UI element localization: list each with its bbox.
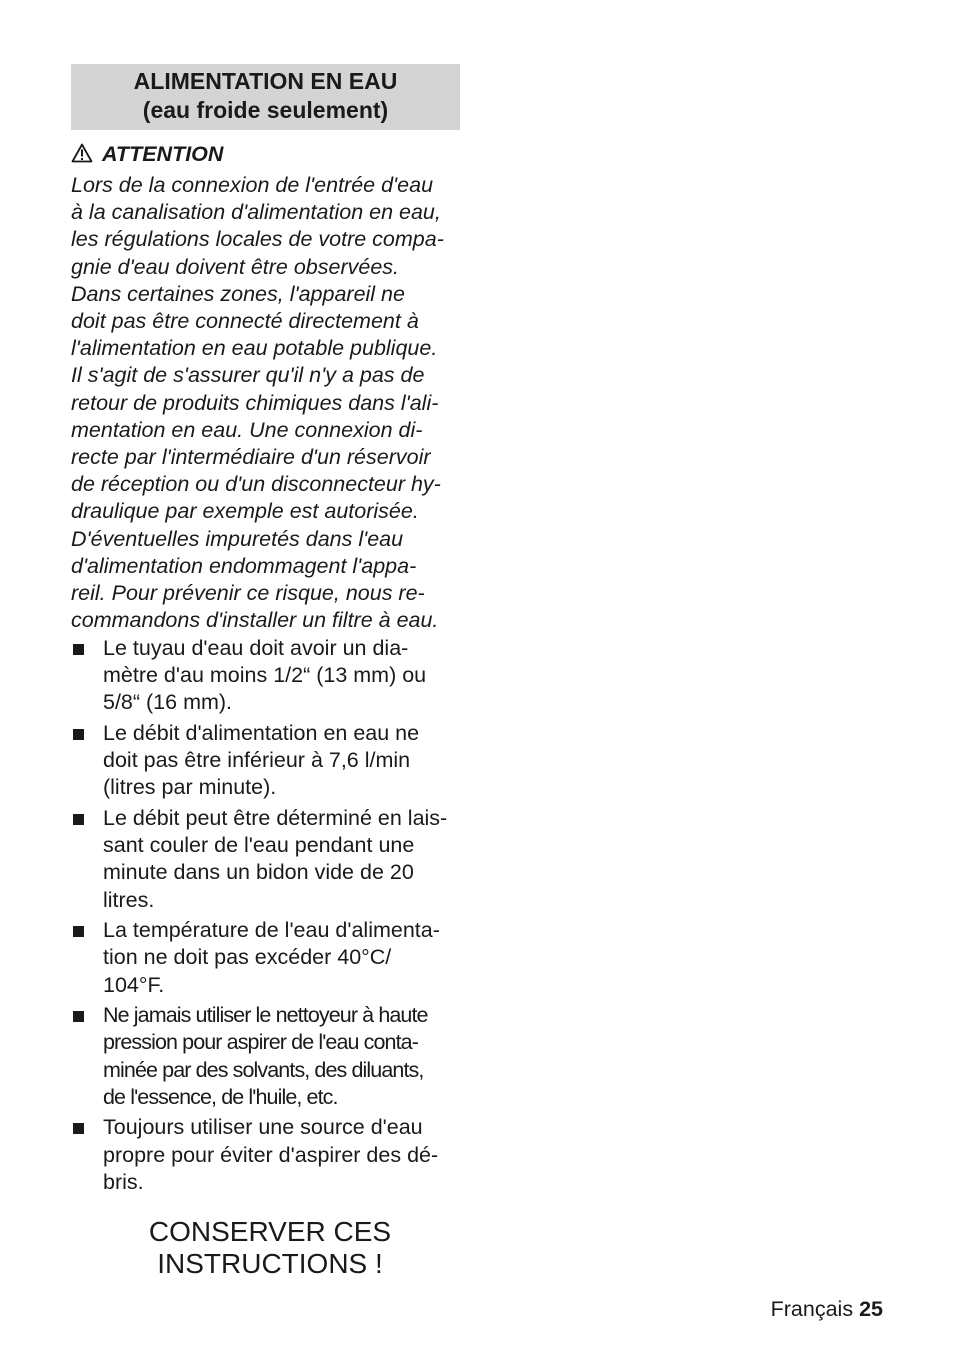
list-item (71, 635, 447, 717)
attention-paragraph (71, 172, 444, 634)
paragraph-line: commandons d'installer un filtre à eau. (71, 608, 439, 633)
list-item-line: propre pour éviter d'aspirer des dé- (103, 1142, 439, 1167)
list-item-line: Le tuyau d'eau doit avoir un dia- (103, 636, 409, 660)
square-bullet-icon (73, 814, 84, 825)
warning-triangle-icon (71, 143, 93, 170)
list-item (71, 720, 447, 802)
list-item-line: 5/8“ (16 mm). (103, 690, 233, 715)
list-item-line: litres. (103, 887, 155, 912)
list-item-line: La température de l'eau d'alimenta- (103, 918, 440, 943)
section-heading (71, 64, 460, 130)
page-footer (771, 1296, 883, 1323)
paragraph-line: draulique par exemple est autorisée. (71, 499, 419, 524)
paragraph-line: retour de produits chimiques dans l'ali- (71, 390, 439, 415)
paragraph-line: Dans certaines zones, l'appareil ne (71, 281, 405, 306)
square-bullet-icon (73, 1123, 84, 1134)
square-bullet-icon (73, 729, 84, 740)
list-item-line: Ne jamais utiliser le nettoyeur à haute (103, 1003, 428, 1028)
paragraph-line: reil. Pour prévenir ce risque, nous re- (71, 581, 425, 606)
paragraph-line: mentation en eau. Une connexion di- (71, 417, 423, 442)
section-title: ALIMENTATION EN EAU (133, 68, 398, 94)
paragraph-line: les régulations locales de votre compa- (71, 227, 444, 252)
footer-language: Français (770, 1297, 854, 1321)
closing-instruction (71, 1216, 469, 1280)
closing-line: INSTRUCTIONS ! (157, 1248, 383, 1279)
paragraph-line: l'alimentation en eau potable publique. (71, 336, 438, 361)
list-item (71, 1002, 447, 1111)
list-item-line: bris. (103, 1169, 144, 1194)
paragraph-line: Il s'agit de s'assurer qu'il n'y a pas de (71, 363, 425, 388)
list-item-line: minée par des solvants, des diluants, (103, 1057, 424, 1082)
list-item-line: mètre d'au moins 1/2“ (13 mm) ou (103, 663, 427, 688)
list-item-line: Le débit d'alimentation en eau ne (103, 721, 420, 745)
paragraph-line: Lors de la connexion de l'entrée d'eau (71, 173, 434, 197)
list-item-line: tion ne doit pas excéder 40°C/ (103, 945, 392, 970)
list-item-line: minute dans un bidon vide de 20 (103, 860, 414, 885)
square-bullet-icon (73, 926, 84, 937)
list-item-line: sant couler de l'eau pendant une (103, 833, 415, 858)
list-item-line: (litres par minute). (103, 775, 277, 800)
list-item-line: doit pas être inférieur à 7,6 l/min (103, 748, 411, 773)
list-item (71, 917, 447, 999)
closing-line: CONSERVER CES (148, 1216, 392, 1247)
attention-header (71, 141, 223, 170)
list-item-line: Le débit peut être déterminé en lais- (103, 806, 448, 830)
square-bullet-icon (73, 644, 84, 655)
section-subtitle: (eau froide seulement) (142, 97, 389, 123)
paragraph-line: à la canalisation d'alimentation en eau, (71, 200, 441, 225)
list-item (71, 1114, 447, 1196)
paragraph-line: recte par l'intermédiaire d'un réservoir (71, 445, 431, 470)
attention-label: ATTENTION (102, 142, 224, 166)
paragraph-line: gnie d'eau doivent être observées. (71, 254, 400, 279)
requirements-list (71, 635, 447, 1199)
page-number: 25 (859, 1297, 883, 1321)
square-bullet-icon (73, 1011, 84, 1022)
list-item-line: 104°F. (103, 972, 165, 997)
list-item-line: pression pour aspirer de l'eau conta- (103, 1030, 419, 1055)
paragraph-line: doit pas être connecté directement à (71, 309, 419, 334)
paragraph-line: de réception ou d'un disconnecteur hy- (71, 472, 441, 497)
list-item-line: Toujours utiliser une source d'eau (103, 1115, 423, 1140)
list-item-line: de l'essence, de l'huile, etc. (103, 1084, 338, 1109)
paragraph-line: D'éventuelles impuretés dans l'eau (71, 526, 404, 551)
list-item (71, 805, 447, 914)
paragraph-line: d'alimentation endommagent l'appa- (71, 553, 417, 578)
